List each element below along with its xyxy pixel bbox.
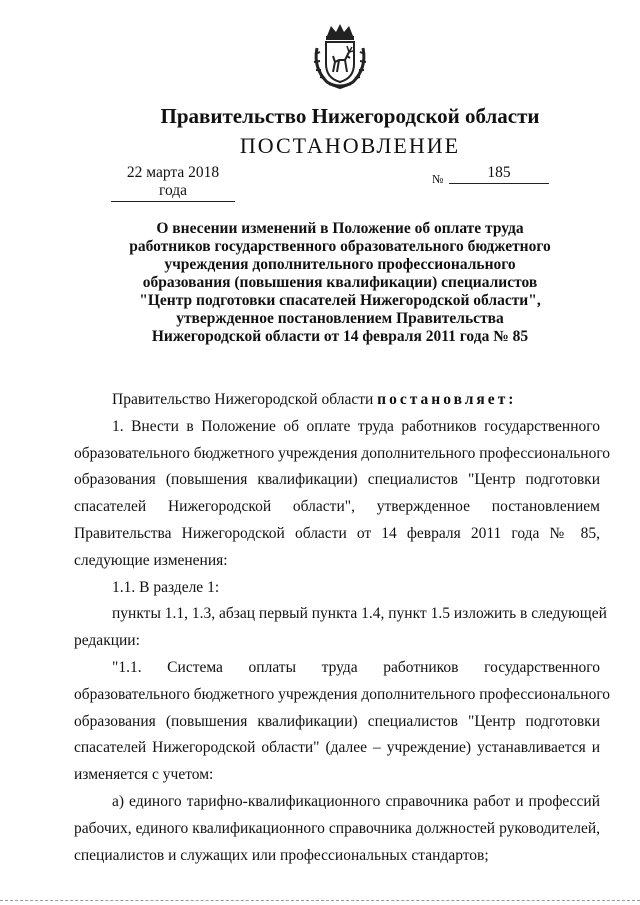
body-line: изменяется с учетом:: [74, 766, 214, 784]
intro-verb: постановляет:: [377, 391, 517, 408]
subject-line: утвержденное постановлением Правительства: [176, 310, 504, 327]
document-subject: [120, 220, 560, 346]
document-body: [74, 387, 611, 869]
body-line: "1.1. Система оплаты труда работников государственного: [112, 658, 600, 676]
body-line: рабочих, единого квалификационного справочника должностей руководителей,: [74, 819, 600, 837]
subject-line: образования (повышения квалификации) специалистов: [142, 274, 538, 291]
body-line: образования (повышения квалификации) специалистов "Центр подготовки: [74, 471, 600, 489]
body-line: 1. Внести в Положение об оплате труда работников государственного: [112, 417, 600, 435]
body-line: образовательного бюджетного учреждения дополнительного профессионального: [74, 685, 611, 703]
body-line: Правительства Нижегородской области от 14 февраля 2011 года № 85,: [74, 524, 600, 542]
body-line: спасателей Нижегородской области", утвержденное постановлением: [74, 498, 600, 516]
body-line: пункты 1.1, 1.3, абзац первый пункта 1.4, пункт 1.5 изложить в следующей: [112, 605, 607, 623]
number-label: №: [432, 172, 444, 186]
subject-line: учреждения дополнительного профессионального: [164, 256, 516, 273]
body-line: специалистов и служащих или профессиональных стандартов;: [74, 846, 489, 864]
body-line: спасателей Нижегородской области" (далее – учреждение) устанавливается и: [74, 739, 600, 757]
body-line: образовательного бюджетного учреждения дополнительного профессионального: [74, 444, 611, 462]
body-line: а) единого тарифно-квалификационного справочника работ и профессий: [112, 792, 600, 810]
page-bottom-edge: [0, 900, 640, 901]
subject-line: работников государственного образовательного бюджетного: [129, 238, 551, 255]
body-line: редакции:: [74, 632, 140, 650]
document-date: 22 марта 2018 года: [111, 164, 235, 202]
document-type: ПОСТАНОВЛЕНИЕ: [239, 133, 461, 158]
government-name: Правительство Нижегородской области: [160, 104, 540, 128]
subject-line: "Центр подготовки спасателей Нижегородской области",: [139, 292, 541, 309]
subject-line: Нижегородской области от 14 февраля 2011 года № 85: [151, 328, 529, 345]
intro-text: Правительство Нижегородской области: [112, 391, 374, 408]
subject-line: О внесении изменений в Положение об оплате труда: [156, 220, 524, 237]
body-line: образования (повышения квалификации) специалистов "Центр подготовки: [74, 712, 600, 730]
intro-line: [74, 387, 600, 414]
body-line: следующие изменения:: [74, 551, 228, 569]
body-line: 1.1. В разделе 1:: [112, 578, 220, 596]
document-number: 185: [449, 164, 549, 184]
coat-of-arms-icon: [309, 22, 371, 90]
